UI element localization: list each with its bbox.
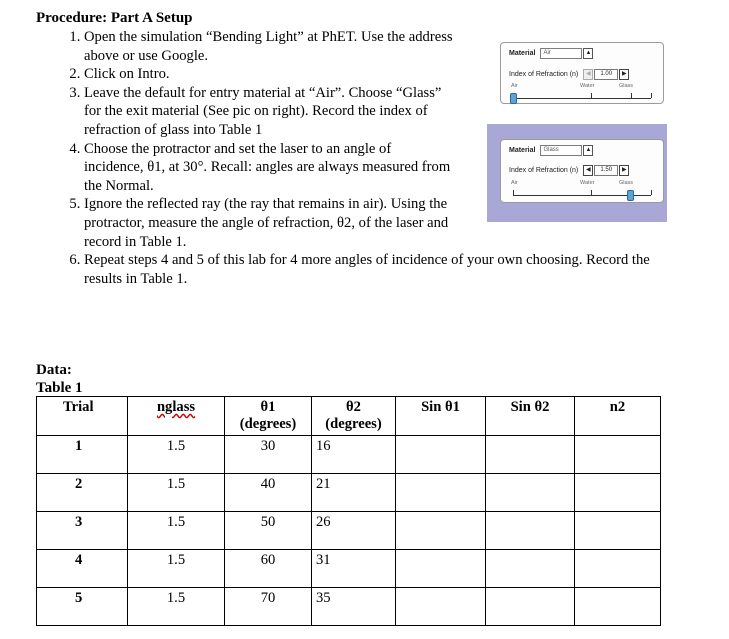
material-panel-glass [500, 139, 664, 203]
cell-trial: 2 [37, 474, 128, 512]
table-row [37, 436, 661, 474]
header-trial: Trial [37, 397, 128, 436]
dropdown-arrow-icon[interactable]: ▲ [583, 48, 593, 59]
slider-thumb[interactable] [627, 190, 634, 201]
slider-tick [591, 93, 592, 98]
data-label: Data: [36, 362, 72, 378]
cell-trial: 4 [37, 550, 128, 588]
cell-theta2: 31 [312, 550, 396, 588]
index-label: Index of Refraction (n) [509, 167, 579, 174]
cell-n2[interactable] [575, 550, 661, 588]
header-theta1-symbol: θ1 [260, 399, 276, 415]
material-select[interactable]: Air [540, 48, 582, 59]
cell-trial: 3 [37, 512, 128, 550]
header-theta1 [225, 397, 312, 436]
cell-nglass: 1.5 [128, 436, 225, 474]
cell-sin-theta2[interactable] [486, 550, 575, 588]
table-row [37, 550, 661, 588]
cell-theta1: 30 [225, 436, 312, 474]
slider-thumb[interactable] [510, 93, 517, 104]
scale-label-water: Water [580, 83, 595, 89]
procedure-heading: Procedure: Part A Setup [36, 10, 193, 26]
material-select[interactable]: Glass [540, 145, 582, 156]
header-theta1-unit: (degrees) [239, 416, 297, 432]
scale-label-water: Water [580, 180, 595, 186]
cell-nglass: 1.5 [128, 474, 225, 512]
cell-nglass: 1.5 [128, 550, 225, 588]
table-header-row [37, 397, 661, 436]
table-label: Table 1 [36, 380, 83, 396]
header-nglass [128, 397, 225, 436]
cell-sin-theta1[interactable] [396, 436, 486, 474]
slider-tick [651, 190, 652, 195]
index-label: Index of Refraction (n) [509, 71, 579, 78]
cell-sin-theta1[interactable] [396, 474, 486, 512]
header-theta2-symbol: θ2 [346, 399, 361, 415]
scale-label-glass: Glass [619, 180, 634, 186]
cell-theta2: 21 [312, 474, 396, 512]
increment-arrow-icon[interactable]: ▶ [619, 165, 629, 176]
step-6: 6. Repeat steps 4 and 5 of this lab for 4 more angles of incidence of your own choosing. Record the results in Table 1. [84, 251, 679, 288]
header-theta2 [312, 397, 396, 436]
step-4: 4. Choose the protractor and set the laser to an angle of incidence, θ1, at 30°. Recall: angles are always measured from the Normal. [84, 140, 454, 196]
slider-tick [591, 190, 592, 195]
cell-n2[interactable] [575, 588, 661, 626]
index-value: 1.50 [594, 165, 618, 176]
scale-label-glass: Glass [619, 83, 634, 89]
cell-sin-theta1[interactable] [396, 588, 486, 626]
table-row [37, 474, 661, 512]
header-nglass-text: nglass [156, 399, 196, 415]
cell-nglass: 1.5 [128, 588, 225, 626]
cell-n2[interactable] [575, 436, 661, 474]
material-label: Material [509, 147, 536, 154]
data-section-label [36, 361, 83, 397]
cell-theta1: 70 [225, 588, 312, 626]
cell-sin-theta1[interactable] [396, 550, 486, 588]
cell-n2[interactable] [575, 512, 661, 550]
cell-theta1: 60 [225, 550, 312, 588]
slider-tick [513, 190, 514, 195]
cell-theta2: 35 [312, 588, 396, 626]
cell-sin-theta2[interactable] [486, 474, 575, 512]
slider-tick [631, 93, 632, 98]
header-theta2-unit: (degrees) [325, 416, 382, 432]
cell-theta1: 40 [225, 474, 312, 512]
scale-label-air: Air [511, 180, 518, 186]
cell-sin-theta2[interactable] [486, 436, 575, 474]
cell-sin-theta1[interactable] [396, 512, 486, 550]
material-panel-air [500, 42, 664, 104]
slider-track[interactable] [513, 98, 651, 99]
cell-sin-theta2[interactable] [486, 588, 575, 626]
cell-trial: 1 [37, 436, 128, 474]
header-sin-theta2: Sin θ2 [486, 397, 575, 436]
header-n2: n2 [575, 397, 661, 436]
cell-theta2: 26 [312, 512, 396, 550]
data-table [36, 396, 661, 626]
step-2: 2. Click on Intro. [84, 65, 454, 84]
cell-trial: 5 [37, 588, 128, 626]
decrement-arrow-icon[interactable]: ◀ [583, 69, 593, 80]
dropdown-arrow-icon[interactable]: ▲ [583, 145, 593, 156]
step-5: 5. Ignore the reflected ray (the ray that remains in air). Using the protractor, measure the angle of refraction, θ2, of the laser and record in Table 1. [84, 195, 454, 251]
decrement-arrow-icon[interactable]: ◀ [583, 165, 593, 176]
table-row [37, 512, 661, 550]
material-label: Material [509, 50, 536, 57]
header-sin-theta1: Sin θ1 [396, 397, 486, 436]
cell-theta2: 16 [312, 436, 396, 474]
cell-n2[interactable] [575, 474, 661, 512]
table-row [37, 588, 661, 626]
slider-tick [651, 93, 652, 98]
cell-theta1: 50 [225, 512, 312, 550]
cell-nglass: 1.5 [128, 512, 225, 550]
scale-label-air: Air [511, 83, 518, 89]
cell-sin-theta2[interactable] [486, 512, 575, 550]
index-value: 1.00 [594, 69, 618, 80]
increment-arrow-icon[interactable]: ▶ [619, 69, 629, 80]
step-1: 1. Open the simulation “Bending Light” at PhET. Use the address above or use Google. [84, 28, 454, 65]
step-3: 3. Leave the default for entry material at “Air”. Choose “Glass” for the exit material (See pic on right). Record the index of refraction of glass into Table 1 [84, 84, 454, 140]
